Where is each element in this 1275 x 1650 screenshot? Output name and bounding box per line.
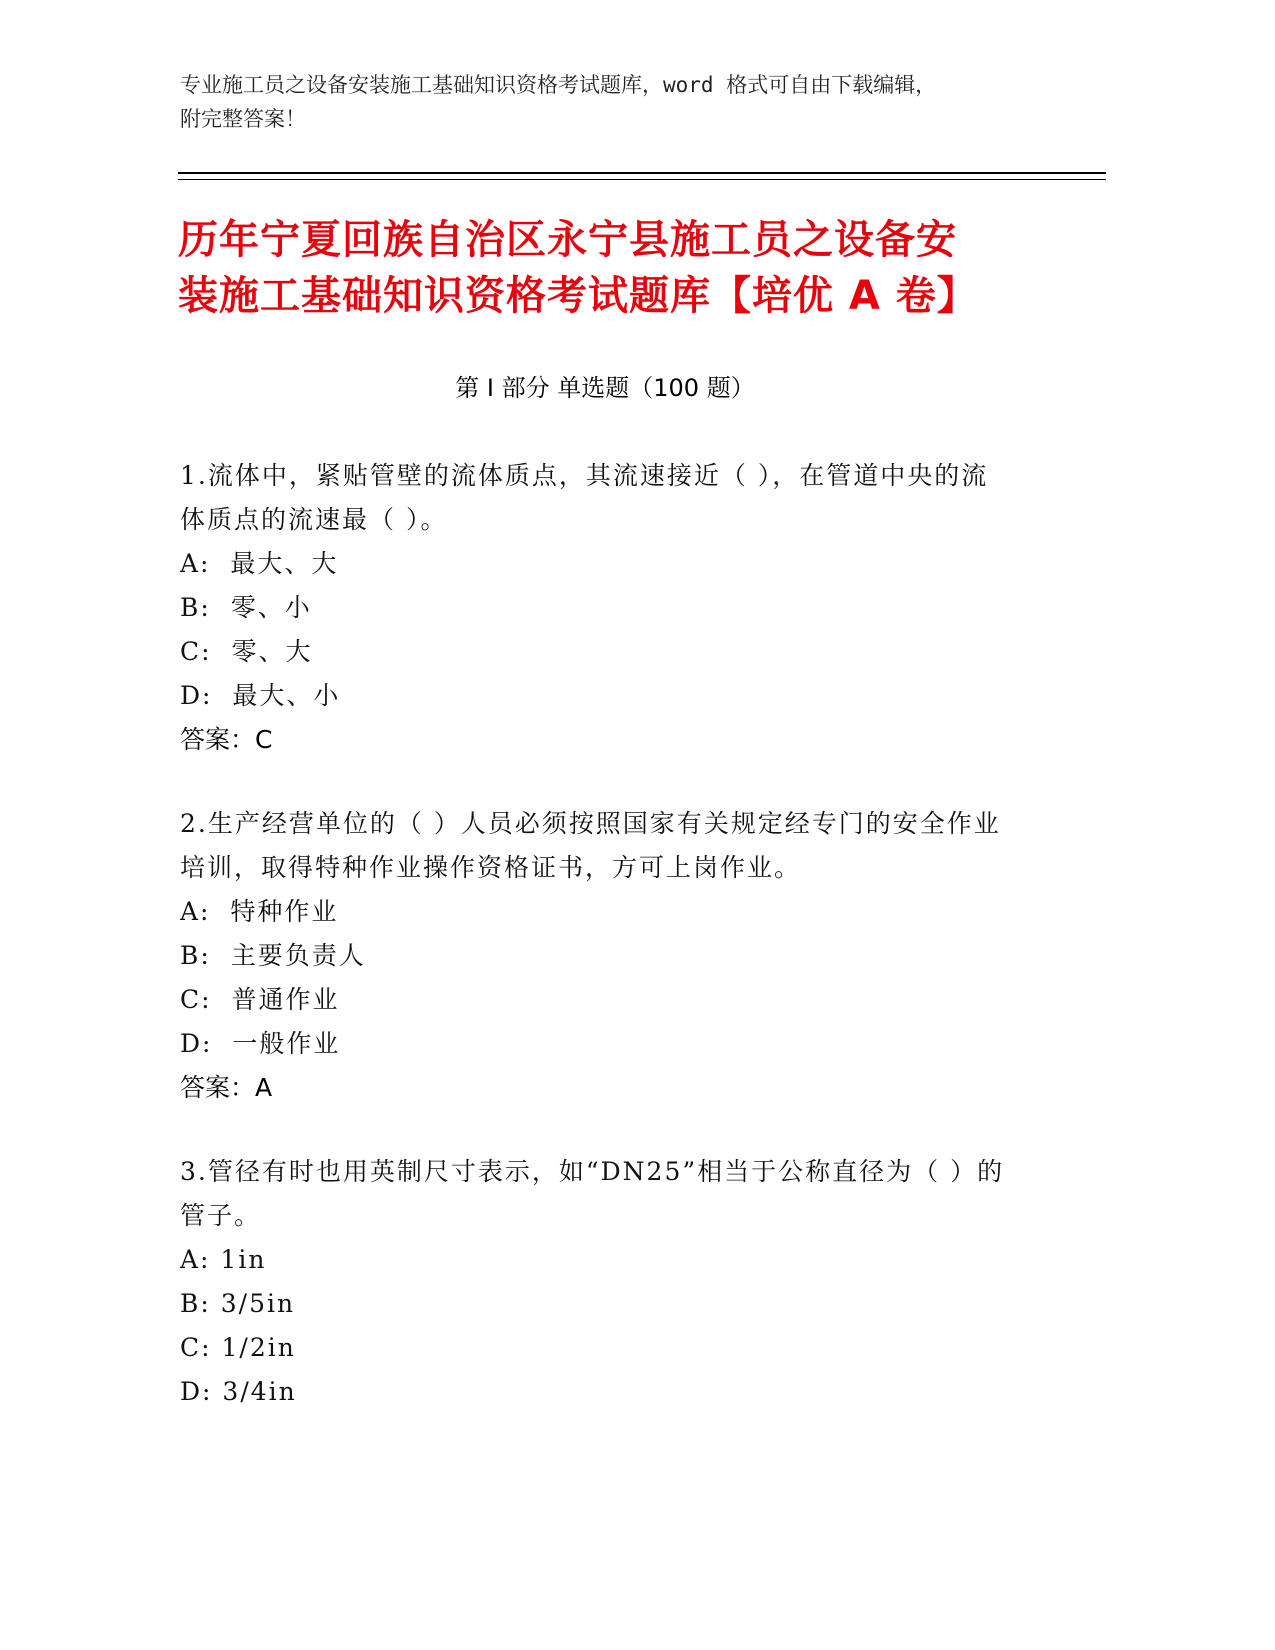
question-1-answer: 答案：C bbox=[180, 725, 273, 754]
header-note-line2: 附完整答案！ bbox=[180, 107, 306, 131]
question-2-answer: 答案：A bbox=[180, 1073, 273, 1102]
question-3-option-d: D: 3/4in bbox=[180, 1377, 297, 1406]
question-1-text-line2: 体质点的流速最（ ）。 bbox=[180, 505, 448, 534]
header-divider-thin bbox=[178, 179, 1106, 180]
question-1-option-b: B: 零、小 bbox=[180, 593, 312, 622]
question-2-option-b: B: 主要负责人 bbox=[180, 941, 366, 970]
header-divider-thick bbox=[178, 172, 1106, 174]
section-title: 第 I 部分 单选题（100 题） bbox=[455, 374, 755, 402]
question-1 bbox=[180, 454, 1040, 762]
question-1-option-d: D: 最大、小 bbox=[180, 681, 341, 710]
question-2-option-c: C: 普通作业 bbox=[180, 985, 340, 1014]
question-3-option-c: C: 1/2in bbox=[180, 1333, 296, 1362]
question-2-text-line2: 培训，取得特种作业操作资格证书，方可上岗作业。 bbox=[180, 853, 802, 882]
question-3-option-a: A: 1in bbox=[180, 1245, 267, 1274]
question-3-text-line1: 3.管径有时也用英制尺寸表示，如“DN25”相当于公称直径为（ ）的 bbox=[180, 1157, 1005, 1186]
question-1-option-c: C: 零、大 bbox=[180, 637, 313, 666]
header-note bbox=[180, 68, 1040, 136]
document-title-line1: 历年宁夏回族自治区永宁县施工员之设备安 bbox=[178, 217, 957, 263]
header-note-line1: 专业施工员之设备安装施工基础知识资格考试题库，word 格式可自由下载编辑， bbox=[180, 73, 937, 97]
question-2-text-line1: 2.生产经营单位的（ ）人员必须按照国家有关规定经专门的安全作业 bbox=[180, 809, 1001, 838]
question-2-option-d: D: 一般作业 bbox=[180, 1029, 341, 1058]
question-1-option-a: A: 最大、大 bbox=[180, 549, 339, 578]
question-3-text-line2: 管子。 bbox=[180, 1201, 262, 1230]
document-title-line2: 装施工基础知识资格考试题库【培优 A 卷】 bbox=[178, 273, 978, 319]
question-2-option-a: A: 特种作业 bbox=[180, 897, 339, 926]
question-3 bbox=[180, 1150, 1040, 1414]
question-3-option-b: B: 3/5in bbox=[180, 1289, 296, 1318]
question-1-text-line1: 1.流体中，紧贴管壁的流体质点，其流速接近（ ），在管道中央的流 bbox=[180, 461, 989, 490]
question-2 bbox=[180, 802, 1040, 1110]
document-title bbox=[178, 212, 1038, 324]
